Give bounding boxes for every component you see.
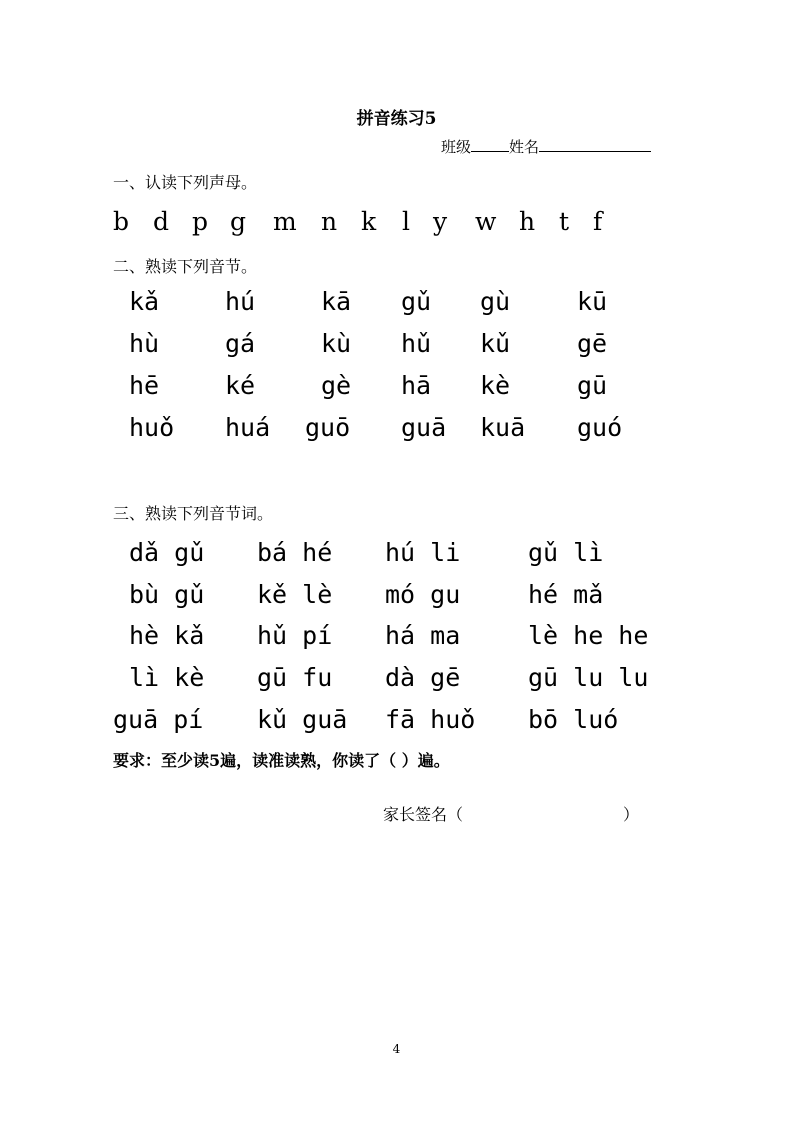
syllable: kā — [321, 287, 352, 316]
initial-h: h — [519, 207, 536, 236]
syllable: huǒ — [129, 413, 175, 442]
initial-p: p — [192, 207, 209, 236]
word: lè he he — [528, 621, 649, 650]
initial-g: g — [230, 207, 247, 236]
class-label: 班级 — [441, 138, 472, 156]
word: kě lè — [257, 580, 333, 609]
word: guā pí — [113, 705, 204, 734]
name-blank — [539, 137, 651, 152]
initial-l: l — [402, 207, 410, 236]
syllable: kè — [480, 371, 511, 400]
class-blank — [471, 137, 509, 152]
parent-sign-close: ） — [623, 805, 640, 824]
syllable: guó — [577, 413, 623, 442]
syllable: kū — [577, 287, 608, 316]
page-title: 拼音练习5 — [356, 109, 437, 129]
syllable: hā — [401, 371, 432, 400]
requirement-text: 要求：至少读5遍，读准读熟，你读了（ ）遍。 — [113, 751, 450, 770]
word: bù gǔ — [129, 580, 205, 609]
syllable: hǔ — [401, 329, 432, 358]
syllable: hē — [129, 371, 160, 400]
syllable: guō — [305, 413, 351, 442]
word: gǔ lì — [528, 538, 604, 567]
initial-d: d — [153, 207, 170, 236]
initial-b: b — [113, 207, 130, 236]
initial-k: k — [361, 207, 377, 236]
syllable: kuā — [480, 413, 526, 442]
initial-n: n — [321, 207, 338, 236]
syllable: kǔ — [480, 329, 511, 358]
syllable: guā — [401, 413, 447, 442]
initial-t: t — [559, 207, 570, 236]
word: hú li — [385, 538, 461, 567]
syllable: huá — [225, 413, 271, 442]
word: dà gē — [385, 663, 461, 692]
syllable: gū — [577, 371, 608, 400]
word: lì kè — [129, 663, 205, 692]
page-number: 4 — [392, 1042, 401, 1056]
word: gū fu — [257, 663, 333, 692]
syllable: kù — [321, 329, 352, 358]
initial-w: w — [475, 207, 497, 236]
parent-sign-label: 家长签名（ — [383, 805, 464, 824]
word: há ma — [385, 621, 461, 650]
word: hǔ pí — [257, 621, 333, 650]
syllable: ké — [225, 371, 256, 400]
section2-heading: 二、熟读下列音节。 — [113, 257, 258, 276]
section3-heading: 三、熟读下列音节词。 — [113, 504, 274, 523]
word: kǔ guā — [257, 705, 348, 734]
class-name-line — [441, 136, 651, 157]
syllable: hú — [225, 287, 256, 316]
initial-f: f — [593, 207, 603, 236]
syllable: gǔ — [401, 287, 432, 316]
syllable: hù — [129, 329, 160, 358]
syllable: kǎ — [129, 287, 160, 316]
initial-m: m — [273, 207, 297, 236]
word: bō luó — [528, 705, 619, 734]
section1-heading: 一、认读下列声母。 — [113, 173, 258, 192]
parent-signature-line — [383, 802, 639, 825]
syllable: gù — [480, 287, 511, 316]
initial-y: y — [433, 207, 448, 236]
syllable: gè — [321, 371, 352, 400]
word: bá hé — [257, 538, 333, 567]
word: gū lu lu — [528, 663, 649, 692]
syllable: gá — [225, 329, 256, 358]
word: dǎ gǔ — [129, 538, 205, 567]
word: fā huǒ — [385, 705, 476, 734]
name-label: 姓名 — [509, 138, 540, 156]
word: mó gu — [385, 580, 461, 609]
syllable: gē — [577, 329, 608, 358]
word: hè kǎ — [129, 621, 205, 650]
word: hé mǎ — [528, 580, 604, 609]
